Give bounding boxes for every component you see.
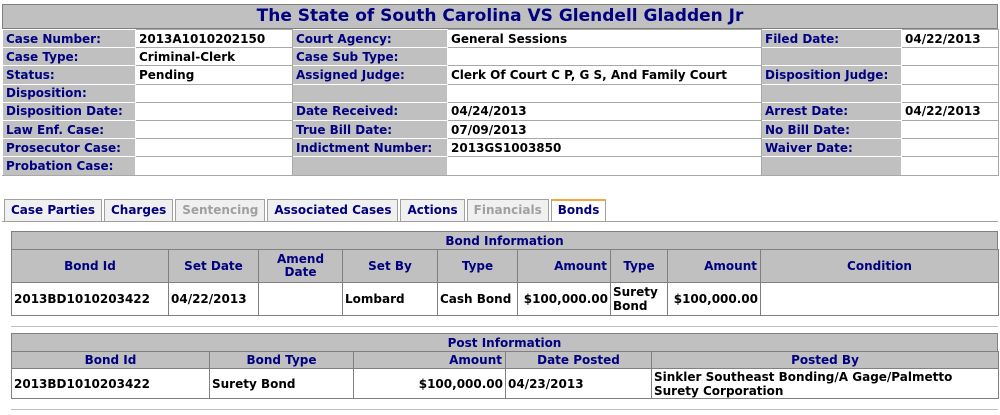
case-field-value — [902, 157, 999, 175]
column-header: Set Date — [169, 250, 259, 283]
case-info-row — [3, 84, 999, 102]
tab-actions[interactable]: Actions — [400, 199, 464, 221]
table-cell: $100,000.00 — [518, 283, 611, 316]
section-divider — [11, 326, 998, 327]
case-field-value: 04/22/2013 — [902, 30, 999, 48]
table-cell: 04/23/2013 — [506, 369, 652, 399]
column-header: Set By — [343, 250, 438, 283]
case-tabs — [4, 199, 608, 221]
case-info-table — [2, 29, 999, 176]
table-cell — [259, 283, 343, 316]
case-field-value: 07/09/2013 — [448, 120, 762, 138]
post-information-section — [11, 333, 998, 399]
bond-information-table — [11, 249, 999, 316]
case-field-label: Indictment Number: — [293, 139, 448, 157]
column-header: Amount — [518, 250, 611, 283]
case-field-value — [136, 102, 293, 120]
post-information-title: Post Information — [11, 333, 998, 351]
case-field-value — [136, 139, 293, 157]
case-field-value: Criminal-Clerk — [136, 48, 293, 66]
case-field-label: Disposition Judge: — [762, 66, 902, 84]
case-field-label: Case Number: — [3, 30, 136, 48]
tab-charges[interactable]: Charges — [104, 199, 173, 221]
table-cell: Surety Bond — [611, 283, 668, 316]
case-field-value: 04/22/2013 — [902, 102, 999, 120]
table-row — [12, 283, 999, 316]
case-info-row — [3, 30, 999, 48]
case-field-label: Disposition: — [3, 84, 136, 102]
case-info-row — [3, 139, 999, 157]
table-cell: Surety Bond — [210, 369, 354, 399]
case-field-value: 2013GS1003850 — [448, 139, 762, 157]
case-field-label — [293, 84, 448, 102]
column-header: Bond Id — [12, 250, 169, 283]
case-field-value — [448, 157, 762, 175]
case-field-value — [902, 66, 999, 84]
column-header: Posted By — [652, 352, 999, 369]
case-info-row — [3, 157, 999, 175]
case-field-value: Clerk Of Court C P, G S, And Family Court — [448, 66, 762, 84]
case-field-label: Filed Date: — [762, 30, 902, 48]
case-field-value: Pending — [136, 66, 293, 84]
table-cell: 2013BD1010203422 — [12, 283, 169, 316]
case-field-label: Disposition Date: — [3, 102, 136, 120]
case-field-label — [762, 157, 902, 175]
case-field-value — [136, 120, 293, 138]
case-field-label: Probation Case: — [3, 157, 136, 175]
case-field-value — [448, 48, 762, 66]
case-field-label: Waiver Date: — [762, 139, 902, 157]
case-info-row — [3, 102, 999, 120]
tab-sentencing: Sentencing — [175, 199, 265, 221]
table-cell: $100,000.00 — [668, 283, 761, 316]
case-field-value: 2013A1010202150 — [136, 30, 293, 48]
column-header: Amend Date — [259, 250, 343, 283]
column-header: Condition — [761, 250, 999, 283]
case-field-label: Arrest Date: — [762, 102, 902, 120]
case-title: The State of South Carolina VS Glendell Gladden Jr — [2, 4, 998, 29]
case-field-label: No Bill Date: — [762, 120, 902, 138]
table-cell — [761, 283, 999, 316]
case-field-label: Law Enf. Case: — [3, 120, 136, 138]
table-cell: 2013BD1010203422 — [12, 369, 210, 399]
case-field-label: Case Sub Type: — [293, 48, 448, 66]
column-header: Type — [438, 250, 518, 283]
table-cell: Sinkler Southeast Bonding/A Gage/Palmetto Surety Corporation — [652, 369, 999, 399]
case-info-row — [3, 48, 999, 66]
table-cell: Cash Bond — [438, 283, 518, 316]
bond-information-title: Bond Information — [11, 231, 998, 249]
column-header: Bond Type — [210, 352, 354, 369]
case-field-value: General Sessions — [448, 30, 762, 48]
case-field-label: True Bill Date: — [293, 120, 448, 138]
table-cell: $100,000.00 — [354, 369, 506, 399]
case-field-value — [902, 48, 999, 66]
tab-associated-cases[interactable]: Associated Cases — [267, 199, 398, 221]
case-field-label — [762, 48, 902, 66]
column-header: Bond Id — [12, 352, 210, 369]
case-field-label: Assigned Judge: — [293, 66, 448, 84]
case-field-label: Status: — [3, 66, 136, 84]
column-header: Amount — [354, 352, 506, 369]
case-field-label — [293, 157, 448, 175]
case-field-value — [448, 84, 762, 102]
case-field-value — [136, 84, 293, 102]
bond-information-section — [11, 231, 998, 316]
case-info-row — [3, 66, 999, 84]
case-field-label: Case Type: — [3, 48, 136, 66]
section-divider — [11, 409, 998, 410]
table-cell: Lombard — [343, 283, 438, 316]
tab-bonds[interactable]: Bonds — [551, 199, 607, 222]
table-cell: 04/22/2013 — [169, 283, 259, 316]
case-field-value — [136, 157, 293, 175]
case-info-row — [3, 120, 999, 138]
case-field-value: 04/24/2013 — [448, 102, 762, 120]
column-header: Type — [611, 250, 668, 283]
post-information-table — [11, 351, 999, 399]
case-field-value — [902, 84, 999, 102]
tab-financials: Financials — [467, 199, 549, 221]
case-field-value — [902, 120, 999, 138]
column-header: Amount — [668, 250, 761, 283]
case-field-label: Prosecutor Case: — [3, 139, 136, 157]
case-field-label — [762, 84, 902, 102]
case-field-label: Date Received: — [293, 102, 448, 120]
case-field-value — [902, 139, 999, 157]
column-header: Date Posted — [506, 352, 652, 369]
table-row — [12, 369, 999, 399]
tab-case-parties[interactable]: Case Parties — [4, 199, 102, 221]
case-field-label: Court Agency: — [293, 30, 448, 48]
